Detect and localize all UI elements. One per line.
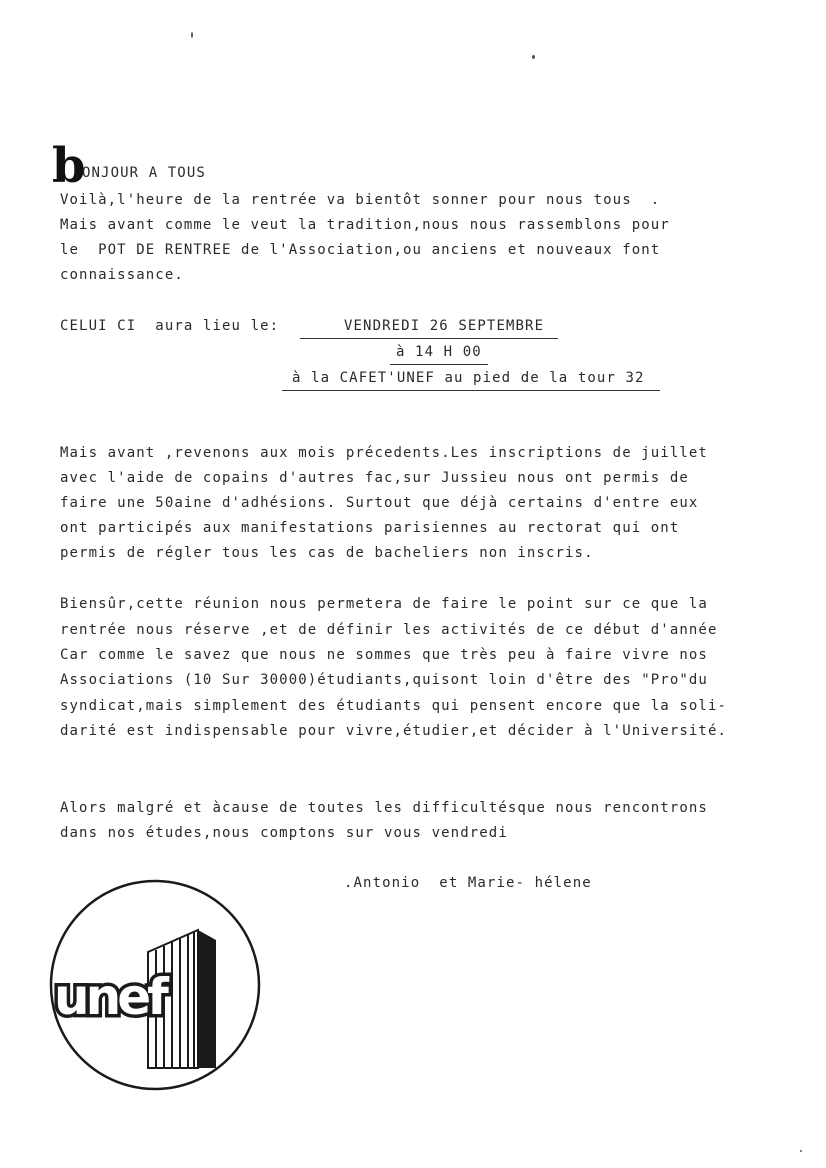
paragraph-line: permis de régler tous les cas de bacheliers non inscris.: [60, 545, 594, 561]
paragraph-line: faire une 50aine d'adhésions. Surtout que déjà certains d'entre eux: [60, 495, 699, 511]
greeting: ONJOUR A TOUS: [82, 165, 206, 181]
drop-cap: b: [52, 138, 86, 194]
scan-speck: [800, 1150, 802, 1152]
scan-speck: [191, 32, 193, 38]
event-time: à 14 H 00: [396, 344, 482, 360]
paragraph-line: Mais avant ,revenons aux mois précedents.Les inscriptions de juillet: [60, 445, 708, 461]
signature: .Antonio et Marie- hélene: [344, 875, 592, 891]
paragraph-line: Car comme le savez que nous ne sommes que très peu à faire vivre nos: [60, 647, 708, 663]
paragraph-line: ont participés aux manifestations parisiennes au rectorat qui ont: [60, 520, 680, 536]
paragraph-line: rentrée nous réserve ,et de définir les activités de ce début d'année: [60, 622, 718, 638]
paragraph-line: Biensûr,cette réunion nous permetera de faire le point sur ce que la: [60, 596, 708, 612]
paragraph-line: dans nos études,nous comptons sur vous vendredi: [60, 825, 508, 841]
event-place-underline: [282, 390, 660, 391]
paragraph-line: Associations (10 Sur 30000)étudiants,quisont loin d'être des "Pro"du: [60, 672, 708, 688]
paragraph-line: avec l'aide de copains d'autres fac,sur Jussieu nous ont permis de: [60, 470, 689, 486]
paragraph-line: syndicat,mais simplement des étudiants qui pensent encore que la soli-: [60, 698, 728, 714]
intro-line: connaissance.: [60, 267, 184, 283]
intro-line: Mais avant comme le veut la tradition,nous nous rassemblons pour: [60, 217, 670, 233]
intro-line: le POT DE RENTREE de l'Association,ou anciens et nouveaux font: [60, 242, 661, 258]
unef-logo: [48, 878, 262, 1092]
intro-line: Voilà,l'heure de la rentrée va bientôt sonner pour nous tous .: [60, 192, 661, 208]
event-time-underline: [390, 364, 488, 365]
event-place: à la CAFET'UNEF au pied de la tour 32: [292, 370, 645, 386]
event-date-underline: [300, 338, 558, 339]
scan-speck: [532, 55, 535, 59]
event-lead: CELUI CI aura lieu le:: [60, 318, 280, 334]
paragraph-line: Alors malgré et àcause de toutes les difficultésque nous rencontrons: [60, 800, 708, 816]
paragraph-line: darité est indispensable pour vivre,étudier,et décider à l'Université.: [60, 723, 728, 739]
event-date: VENDREDI 26 SEPTEMBRE: [344, 318, 545, 334]
logo-wordmark: unef: [54, 968, 165, 1026]
